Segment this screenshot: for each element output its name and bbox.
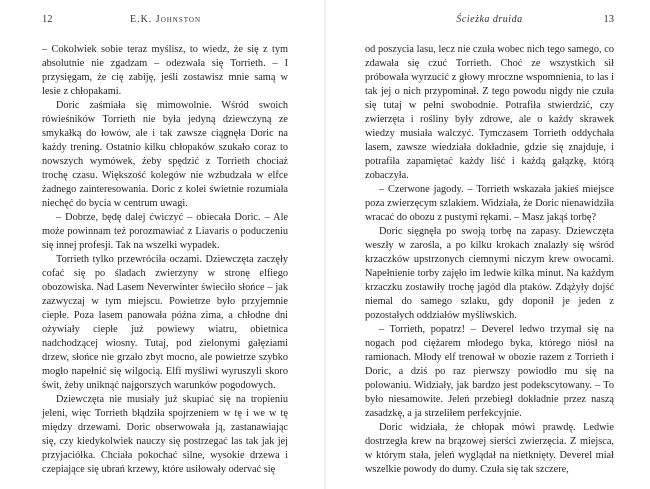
paragraph: Doric widziała, że chłopak mówi prawdę. Ledwie dostrzegła krew na brązowej sierści zwierzęcia. Z miejsca, w którym stała, jeleń wyglądał na nietknięty. Deverel miał wszelkie powody do dumy. Czuła się tak szczere, xyxy=(365,422,614,475)
paragraph: Doric sięgnęła po swoją torbę na zapasy. Dziewczęta weszły w zarośla, a po kilku krokach znalazły się wśród krzaczków upstrzonych ciemnymi niczym krew owocami. Napełnienie torby zajęło im ledwie kilka minut. Na każdym krzaczku zostawiły trochę jagód dla ptaków. Zdążyły dojść niemal do samego szlaku, gdy doponił je jeden z pozostałych oddziałów myśliwskich. xyxy=(365,226,614,321)
paragraph: – Czerwone jagody. – Torrieth wskazała jakieś miejsce poza zwierzęcym szlakiem. Widziała, że Doric nienawidziła wracać do obozu z pustymi rękami. – Masz jakąś torbę? xyxy=(365,184,614,223)
paragraph: Torrieth tylko przewróciła oczami. Dziewczęta zaczęły cofać się po śladach zwierzyny w stronę elfiego obozowiska. Nad Lasem Neverwinter świeciło słońce – jak zazwyczaj w tym miejscu. Powietrze było przyjemnie ciepłe. Poza lasem panowała późna zima, a chłodne dni ożywiały ciepłe już powiewy wiatru, obietnica nadchodzącej wiosny. Tutaj, pod zielonymi gałęziami drzew, słońce nie grzało zbyt mocno, ale powietrze szybko mogło napełnić się wilgocią. Elfi myśliwi wyruszyli skoro świt, żeby uniknąć najgorszych warunków pogodowych. xyxy=(42,254,288,391)
left-page-body xyxy=(42,43,288,477)
page-number: 12 xyxy=(42,14,53,25)
paragraph: Dziewczęta nie musiały już skupiać się na tropieniu jeleni, więc Torrieth błądziła spojrzeniem w tę i we w tę między drzewami. Doric obserwowała ją, zastanawiając się, czy kiedykolwiek nauczy się postrzegać las tak jak jej przyjaciółka. Chciała pokochać silne, wysokie drzewa i czepiające się ubrań krzewy, które usiłowały odervać się xyxy=(42,394,288,475)
paragraph: Doric zaśmiała się mimowolnie. Wśród swoich rówieśników Torrieth nie była jedyną dziewczyną ze smykałką do łowów, ale i tak zawsze ciągnęła Doric na każdy trening. Ostatnio kilku chłopaków szukało coraz to nowszych wymówek, żeby spędzić z Torrieth chociaż trochę czasu. Większość kolegów nie wzbudzała w elfce żadnego zainteresowania. Doric z kolei świetnie rozumiała niechęć do bycia w centrum uwagi. xyxy=(42,100,288,209)
running-head-author: E.K. Johnston xyxy=(129,14,202,25)
paragraph: od poszycia lasu, lecz nie czuła wobec nich tego samego, co zdawała się czuć Torrieth. Choć ze wszystkich sił próbowała wyrzucić z głowy mroczne wspomnienia, to las i tak jej o nich przypominał. Z tego powodu nigdy nie czuła się tutaj w pełni swobodnie. Potrafiła stwierdzić, czy zwierzęta i rośliny były zdrowe, ale o każdy skrawek wiedzy musiała walczyć. Tymczasem Torrieth oddychała lasem, zawsze wiedziała dokładnie, gdzie się znajduje, i potrafiła zapamiętać każdy liść i każdą gałązkę, którą zobaczyła. xyxy=(365,44,614,181)
page-number: 13 xyxy=(603,14,614,25)
paragraph: – Cokolwiek sobie teraz myślisz, to wiedz, że się z tym absolutnie nie zgadzam – odezwała się Torrieth. – I przysięgam, że cię zabiję, jeśli zostawisz mnie samą w lesie z chłopakami. xyxy=(42,44,288,97)
right-page-header xyxy=(365,13,614,27)
left-page-header xyxy=(42,13,289,27)
right-page xyxy=(325,0,650,489)
paragraph: – Dobrze, będę dalej ćwiczyć – obiecała Doric. – Ale może powinnam też porozmawiać z Liavaris o poduczeniu się innej profesji. Tak na wszelki wypadek. xyxy=(42,212,288,251)
right-page-body xyxy=(365,43,614,477)
paragraph: – Torrieth, popatrz! – Deverel ledwo trzymał się na nogach pod ciężarem młodego byka, którego niósł na ramionach. Młody elf trenował w obozie razem z Torrieth i Doric, a dziś po raz pierwszy powiodło mu się na polowaniu. Widziały, jak bardzo jest podekscytowany. – To było niesamowite. Jeleń przebiegł dokładnie przez naszą zasadzkę, a ja strzeliłem perfekcyjnie. xyxy=(365,324,614,419)
running-head-title: Ścieżka druida xyxy=(456,14,523,25)
